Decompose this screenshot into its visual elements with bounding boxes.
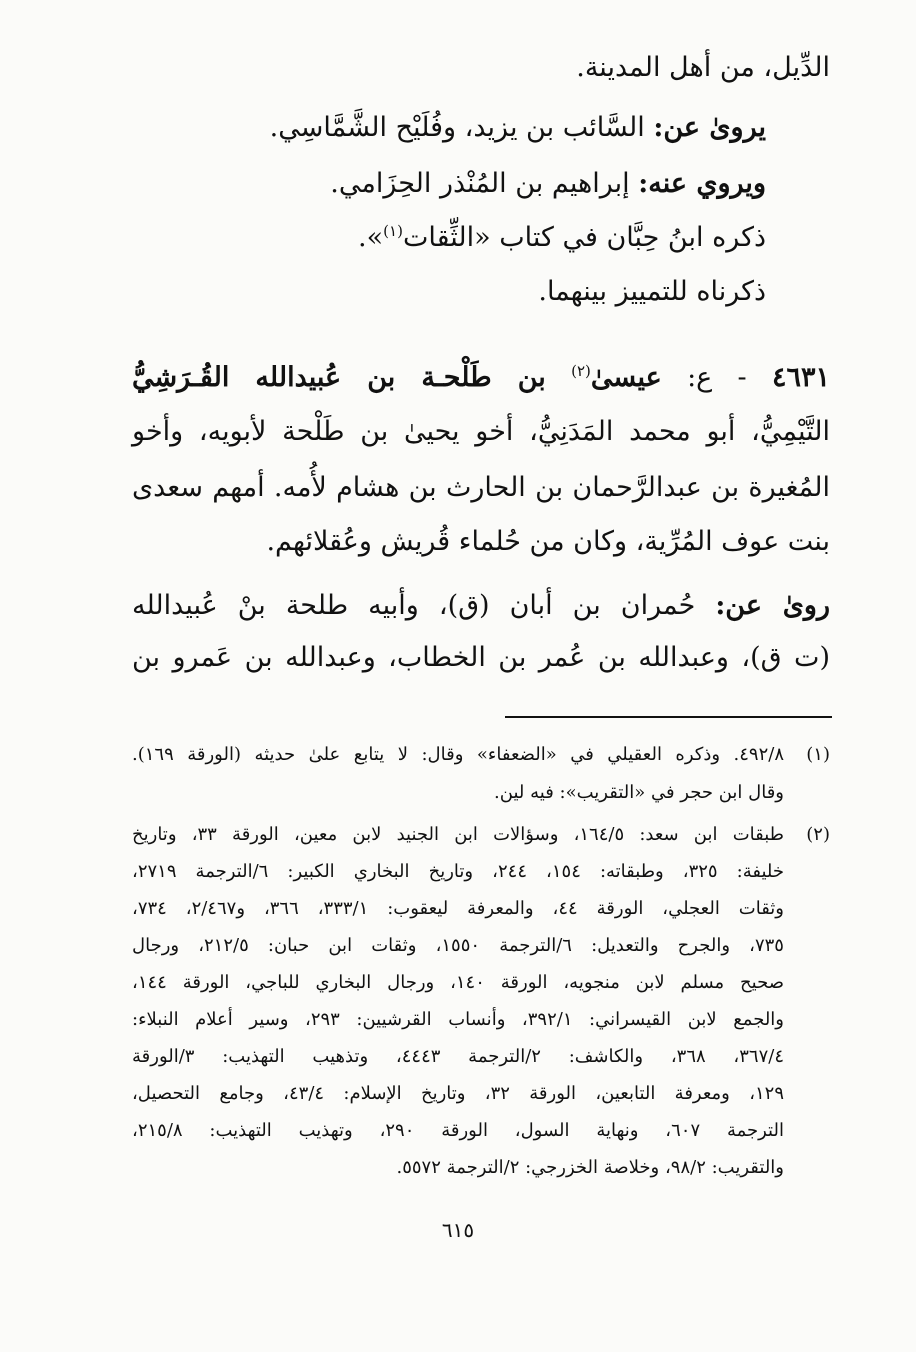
yarwi-anhu-label: ويروي عنه: xyxy=(638,168,766,199)
entry-line-4: بنت عوف المُرِّية، وكان من حُلماء قُريش وعُقلائهم. xyxy=(266,526,830,557)
text-line xyxy=(132,472,830,503)
footnote-line: خليفة: ٣٢٥، وطبقاته: ١٥٤، ٢٤٤، وتاريخ البخاري الكبير: ٦/الترجمة ٢٧١٩، xyxy=(132,861,785,882)
footnote-line: والجمع لابن القيسراني: ٣٩٢/١، وأنساب القرشيين: ٢٩٣، وسير أعلام النبلاء: xyxy=(132,1009,784,1030)
footnote-number: (١) xyxy=(806,744,830,765)
entry-name-rest: بن طَلْحـة بن عُبيدالله القُـرَشِيُّ xyxy=(132,362,546,393)
text-line xyxy=(538,276,766,307)
yarwi-anhu-text: إبراهيم بن المُنْذر الحِزَامي. xyxy=(330,168,630,199)
rawa-line-1: حُمران بن أبان (ق)، وأبيه طلحة بنْ عُبيدالله xyxy=(132,590,696,621)
rawa-line-2: (ت ق)، وعبدالله بن عُمر بن الخطاب، وعبدالله بن عَمرو بن xyxy=(132,642,830,673)
text-line xyxy=(270,112,766,143)
entry-number: ٤٦٣١ xyxy=(771,362,830,393)
text-line xyxy=(266,526,830,557)
text-line xyxy=(132,642,830,673)
tamyiz-text: ذكرناه للتمييز بينهما. xyxy=(538,276,766,307)
footnote-line: ١٢٩، ومعرفة التابعين، الورقة ٣٢، وتاريخ الإسلام: ٤٣/٤، وجامع التحصيل، xyxy=(132,1083,785,1104)
rawi-an-text: السَّائب بن يزيد، وفُلَيْح الشَّمَّاسِي. xyxy=(269,112,645,143)
text-line xyxy=(132,590,830,621)
dhikr-text: ذكره ابنُ حِبَّان في كتاب «الثِّقات xyxy=(402,222,766,253)
footnote-line: ٧٣٥، والجرح والتعديل: ٦/الترجمة ١٥٥٠، وثقات ابن حبان: ٢١٢/٥، ورجال xyxy=(132,935,784,956)
footnote-line: ٣٦٧/٤، ٣٦٨، والكاشف: ٢/الترجمة ٤٤٤٣، وتذهيب التهذيب: ٣/الورقة xyxy=(132,1046,784,1067)
footnote-line: صحيح مسلم لابن منجويه، الورقة ١٤٠، ورجال البخاري للباجي، الورقة ١٤٤، xyxy=(132,972,785,993)
footnote-line: والتقريب: ٩٨/٢، وخلاصة الخزرجي: ٢/الترجمة ٥٥٧٢. xyxy=(396,1157,784,1178)
text-line xyxy=(358,222,766,253)
footnote-number: (٢) xyxy=(806,824,830,845)
entry-heading xyxy=(132,362,830,393)
footnote-line: طبقات ابن سعد: ١٦٤/٥، وسؤالات ابن الجنيد لابن معين، الورقة ٣٣، وتاريخ xyxy=(132,824,784,845)
entry-line-3: المُغيرة بن عبدالرَّحمان بن الحارث بن هشام لأُمه. أمهم سعدى xyxy=(132,472,830,503)
page-number: ٦١٥ xyxy=(441,1218,475,1242)
footnote-ref[interactable]: (١) xyxy=(383,222,403,240)
dhikr-end: ». xyxy=(358,222,384,253)
text-line xyxy=(330,168,766,199)
text-line xyxy=(132,416,830,447)
entry-name: عيسىٰ xyxy=(590,362,662,393)
footnote-line: الترجمة ٦٠٧، ونهاية السول، الورقة ٢٩٠، وتهذيب التهذيب: ٢١٥/٨، xyxy=(132,1120,784,1141)
footnote-line: وقال ابن حجر في «التقريب»: فيه لين. xyxy=(494,782,784,803)
entry-code: - ع: xyxy=(687,362,747,393)
footnote-line: وثقات العجلي، الورقة ٤٤، والمعرفة ليعقوب: ٣٣٣/١، ٣٦٦، و٢/٤٦٧، ٧٣٤، xyxy=(132,898,785,919)
prev-entry-line: الدِّيل، من أهل المدينة. xyxy=(576,52,830,83)
text-line xyxy=(576,52,830,83)
footnote-ref[interactable]: (٢) xyxy=(571,362,591,380)
entry-line-2: التَّيْمِيُّ، أبو محمد المَدَنِيُّ، أخو يحيىٰ بن طَلْحة لأبويه، وأخو xyxy=(132,416,830,447)
rawi-an-label: يروىٰ عن: xyxy=(653,112,766,143)
footnote-separator xyxy=(505,716,832,718)
rawa-label: روىٰ عن: xyxy=(715,590,830,621)
footnote-line: ٤٩٢/٨. وذكره العقيلي في «الضعفاء» وقال: لا يتابع علىٰ حديثه (الورقة ١٦٩). xyxy=(132,744,784,765)
